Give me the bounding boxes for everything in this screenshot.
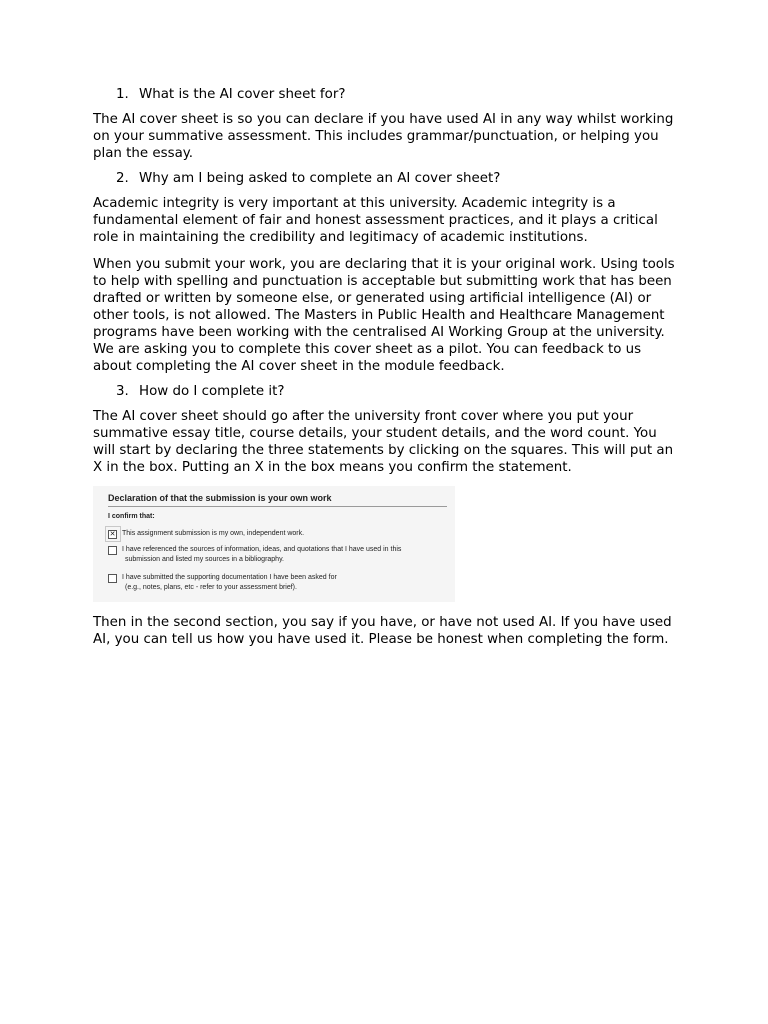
document-body (93, 86, 679, 656)
question-text: How do I complete it? (139, 384, 285, 399)
paragraph-second-section: Then in the second section, you say if you have, or have not used AI. If you have used AI, you can tell us how you have used it. Please be honest when completing the form. (93, 615, 672, 647)
question-heading-2 (116, 170, 679, 187)
declaration-item-text: I have referenced the sources of information, ideas, and quotations that I have used in this (122, 546, 402, 553)
question-number: 1. (116, 87, 129, 102)
declaration-divider (108, 506, 447, 507)
paragraph-how-to-complete: The AI cover sheet should go after the university front cover where you put your summative essay title, course details, your student details, and the word count. You will start by declaring the three statements by clicking on the squares. This will put an X in the box. Putting an X in the box means you confirm the statement. (93, 409, 674, 475)
unchecked-checkbox-icon (108, 546, 117, 555)
question-heading-1 (116, 86, 679, 103)
declaration-screenshot (93, 486, 455, 602)
declaration-item (107, 529, 304, 539)
unchecked-checkbox-icon (108, 574, 117, 583)
declaration-item-text: This assignment submission is my own, independent work. (122, 530, 305, 537)
question-number: 2. (116, 171, 129, 186)
paragraph-original-work: When you submit your work, you are declaring that it is your original work. Using tools to help with spelling and punctuation is acceptable but submitting work that has been drafted or written by someone else, or generated using artificial intelligence (AI) or other tools, is not allowed. The Masters in Public Health and Healthcare Management programs have been working with the centralised AI Working Group at the university. We are asking you to complete this cover sheet as a pilot. You can feedback to us about completing the AI cover sheet in the module feedback. (93, 257, 675, 374)
declaration-item (107, 545, 401, 565)
paragraph-academic-integrity: Academic integrity is very important at this university. Academic integrity is a fundamental element of fair and honest assessment practices, and it plays a critical role in maintaining the credibility and legitimacy of academic institutions. (93, 196, 658, 245)
question-text: What is the AI cover sheet for? (139, 87, 346, 102)
question-text: Why am I being asked to complete an AI cover sheet? (139, 171, 501, 186)
paragraph-purpose: The AI cover sheet is so you can declare if you have used AI in any way whilst working on your summative assessment. This includes grammar/punctuation, or helping you plan the essay. (93, 112, 674, 161)
question-heading-3 (116, 383, 679, 400)
declaration-item-text-continued: submission and listed my sources in a bibliography. (125, 556, 285, 563)
checked-checkbox-icon: ✕ (109, 531, 116, 538)
declaration-item-text: I have submitted the supporting documentation I have been asked for (122, 574, 337, 581)
declaration-title: Declaration of that the submission is your own work (108, 493, 332, 503)
declaration-item (107, 573, 337, 593)
question-number: 3. (116, 384, 129, 399)
declaration-item-text-continued: (e.g., notes, plans, etc - refer to your assessment brief). (125, 584, 297, 591)
declaration-confirm-label: I confirm that: (108, 513, 155, 520)
